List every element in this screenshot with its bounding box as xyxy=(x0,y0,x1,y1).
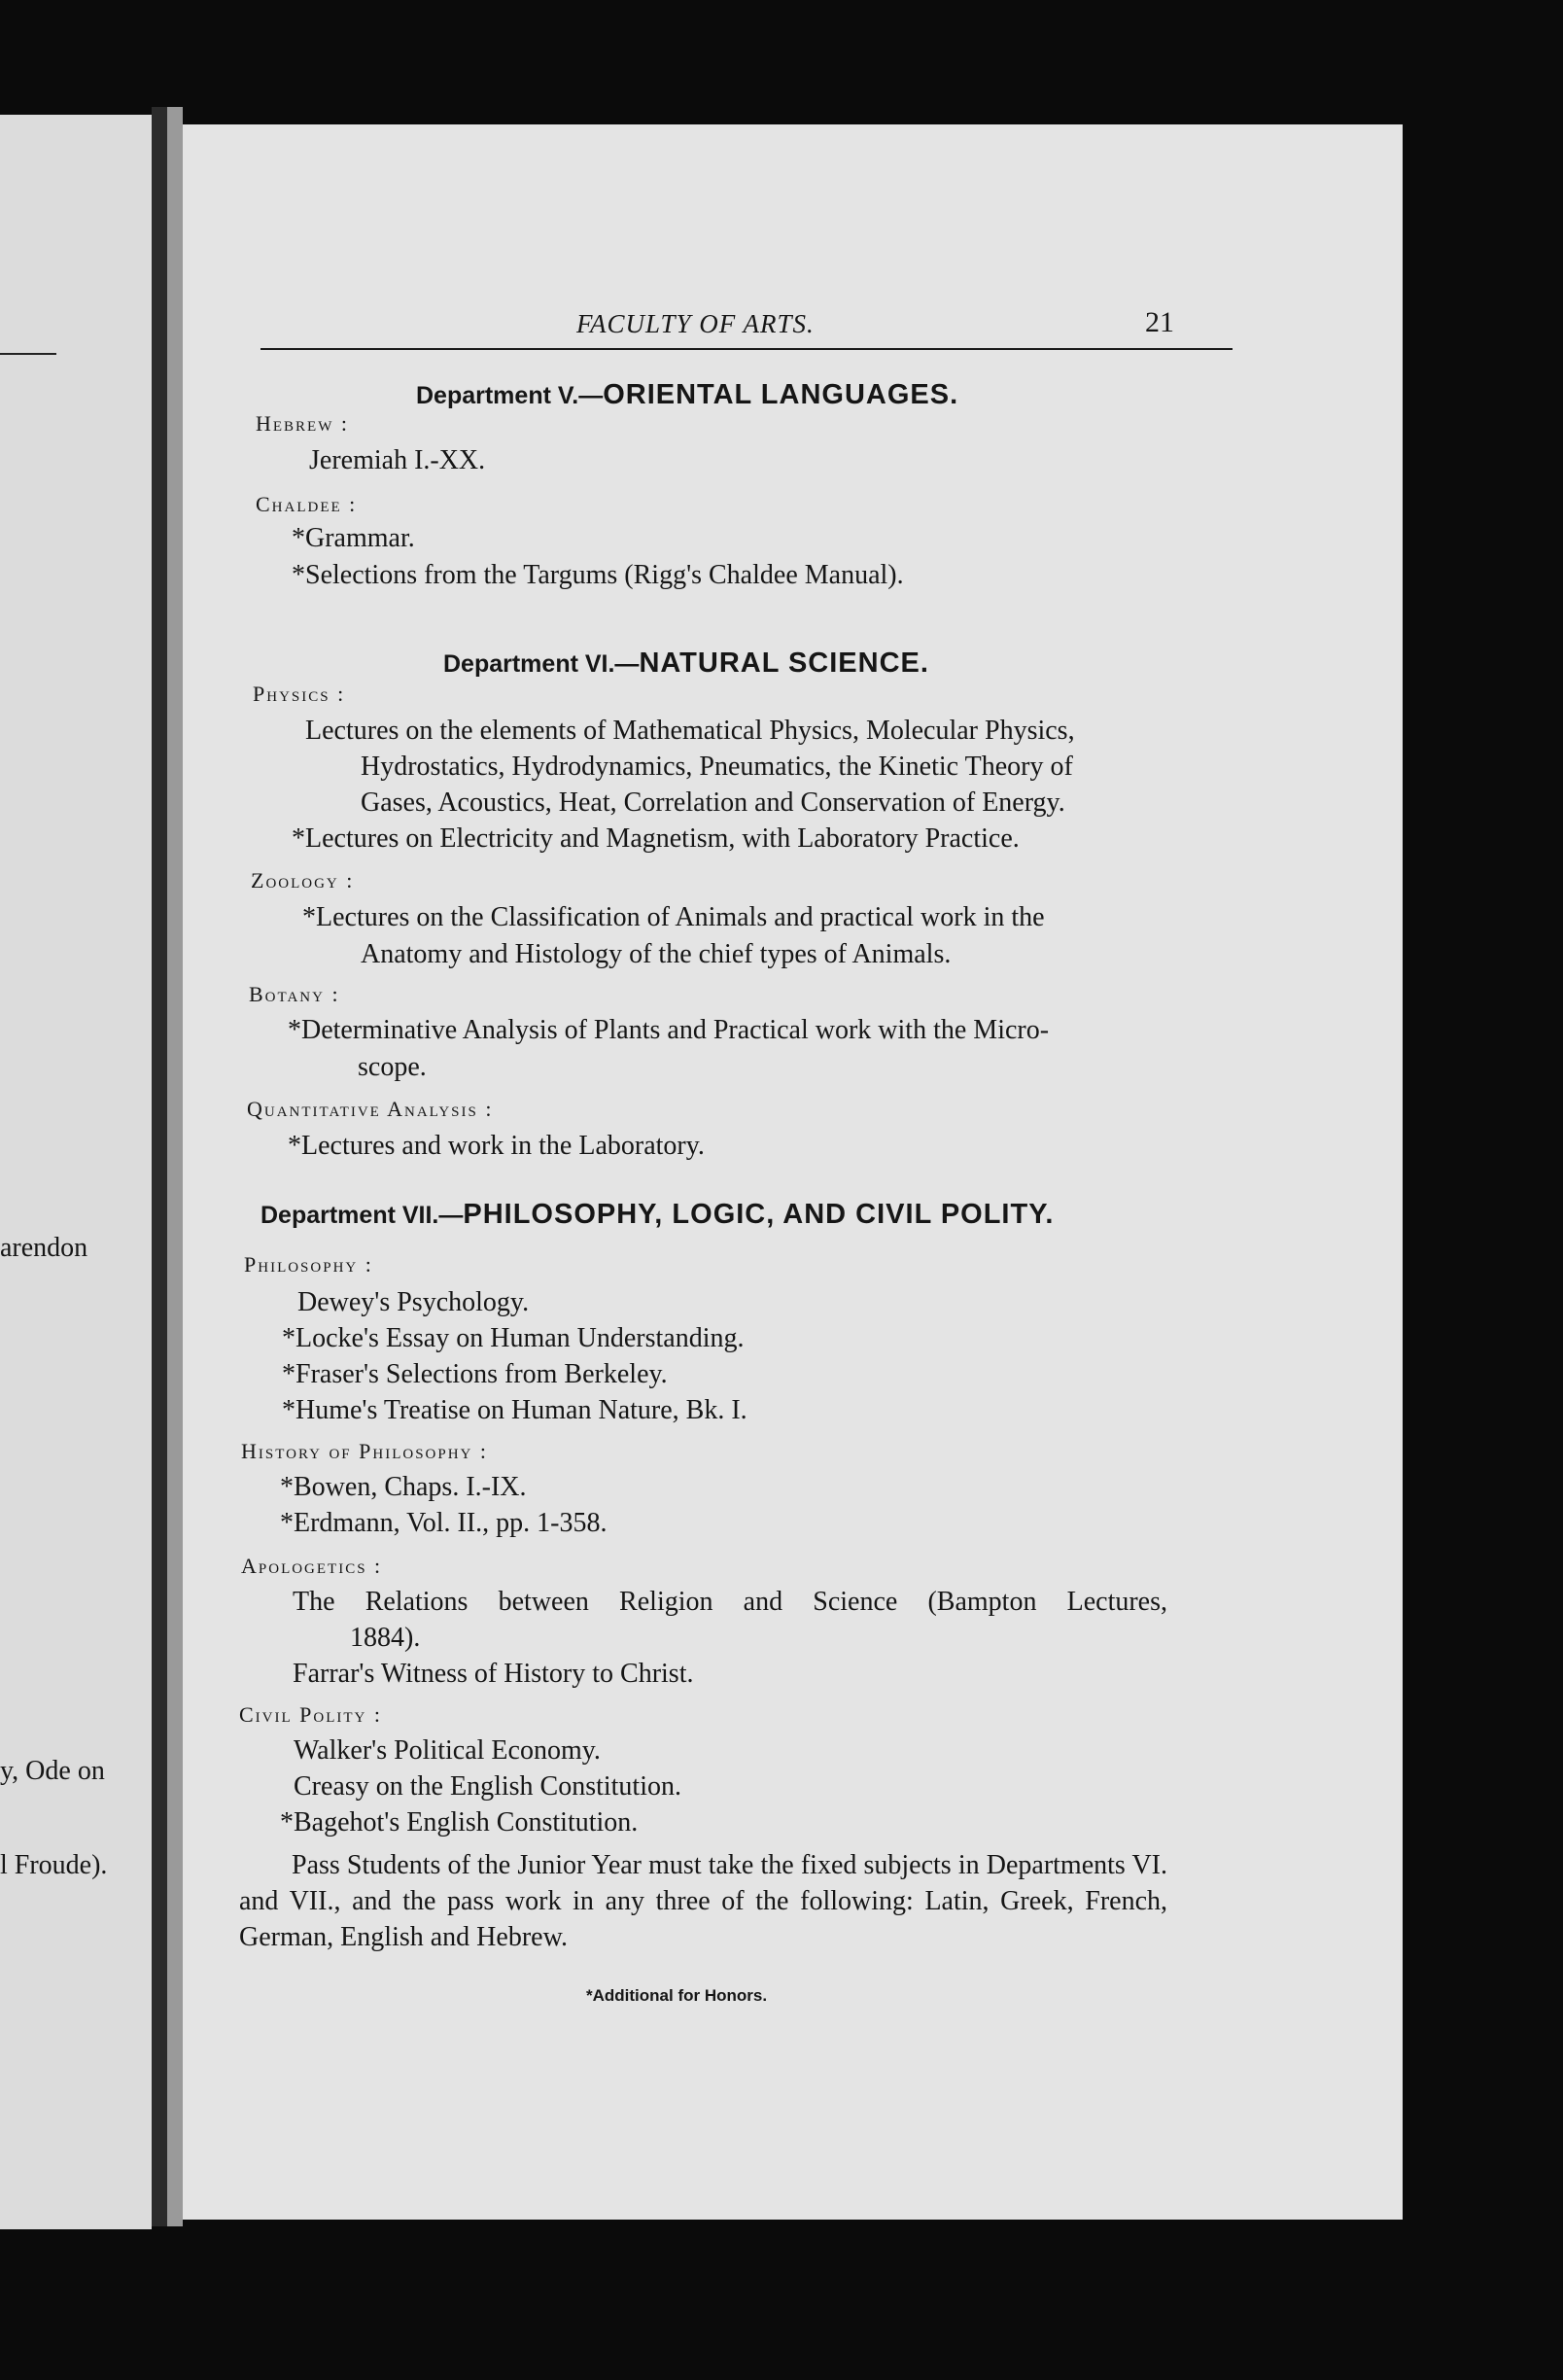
subject-label: History of Philosophy : xyxy=(241,1439,488,1463)
course-item: *Lectures on the Classification of Animals and practical work in the xyxy=(302,902,1045,932)
course-item: Anatomy and Histology of the chief types of Animals. xyxy=(361,939,952,969)
course-item: *Selections from the Targums (Rigg's Chaldee Manual). xyxy=(292,560,904,590)
page-number: 21 xyxy=(1145,306,1174,338)
department-heading: Department VII.—PHILOSOPHY, LOGIC, AND CIVIL POLITY. xyxy=(260,1199,1055,1230)
course-item: *Erdmann, Vol. II., pp. 1-358. xyxy=(280,1508,608,1538)
course-item: Walker's Political Economy. xyxy=(294,1735,601,1766)
subject-label: Chaldee : xyxy=(256,492,358,516)
subject-label: Apologetics : xyxy=(241,1554,383,1578)
left-page-fragment: arendon xyxy=(0,1233,88,1263)
left-page-fragment: l Froude). xyxy=(0,1850,108,1880)
subject-label: Philosophy : xyxy=(244,1252,373,1277)
course-item: *Lectures on Electricity and Magnetism, with Laboratory Practice. xyxy=(292,823,1020,854)
left-page-fragment: y, Ode on xyxy=(0,1756,105,1786)
course-item: Farrar's Witness of History to Christ. xyxy=(293,1659,694,1689)
page-edge xyxy=(167,107,183,2226)
course-item: Dewey's Psychology. xyxy=(297,1287,530,1317)
subject-label: Civil Polity : xyxy=(239,1702,382,1727)
course-item: The Relations between Religion and Science (Bampton Lectures, xyxy=(293,1587,1167,1617)
course-item: *Hume's Treatise on Human Nature, Bk. I. xyxy=(282,1395,747,1425)
subject-label: Physics : xyxy=(253,682,346,706)
department-heading: Department V.—ORIENTAL LANGUAGES. xyxy=(416,379,959,410)
header-rule xyxy=(260,348,1233,350)
subject-label: Quantitative Analysis : xyxy=(247,1097,494,1121)
course-item: *Lectures and work in the Laboratory. xyxy=(288,1131,705,1161)
course-item: *Bagehot's English Constitution. xyxy=(280,1807,639,1838)
course-item: Lectures on the elements of Mathematical Physics, Molecular Physics, xyxy=(305,716,1075,746)
left-facing-page xyxy=(0,115,152,2229)
left-page-rule xyxy=(0,353,56,355)
subject-label: Botany : xyxy=(249,982,340,1006)
course-item: scope. xyxy=(358,1052,427,1082)
course-item: Gases, Acoustics, Heat, Correlation and Conservation of Energy. xyxy=(361,788,1065,818)
book-gutter xyxy=(152,107,167,2226)
course-item: *Bowen, Chaps. I.-IX. xyxy=(280,1472,527,1502)
department-heading: Department VI.—NATURAL SCIENCE. xyxy=(443,648,929,679)
course-item: *Fraser's Selections from Berkeley. xyxy=(282,1359,668,1389)
course-item: *Determinative Analysis of Plants and Practical work with the Micro- xyxy=(288,1015,1050,1045)
subject-label: Hebrew : xyxy=(256,411,349,436)
course-item: Jeremiah I.-XX. xyxy=(309,445,486,475)
course-item: *Locke's Essay on Human Understanding. xyxy=(282,1323,745,1353)
course-item: 1884). xyxy=(350,1623,421,1653)
footnote: *Additional for Honors. xyxy=(586,1986,768,2005)
subject-label: Zoology : xyxy=(251,868,355,892)
course-item: Creasy on the English Constitution. xyxy=(294,1771,681,1802)
running-header-title: FACULTY OF ARTS. xyxy=(576,309,815,338)
book-page xyxy=(183,124,1403,2220)
closing-paragraph: Pass Students of the Junior Year must take the fixed subjects in Departments VI. and VII., and the pass work in any three of the following: Latin, Greek, French, German, English and Hebrew. xyxy=(239,1850,1167,1952)
course-item: *Grammar. xyxy=(292,523,415,553)
course-item: Hydrostatics, Hydrodynamics, Pneumatics, the Kinetic Theory of xyxy=(361,752,1073,782)
